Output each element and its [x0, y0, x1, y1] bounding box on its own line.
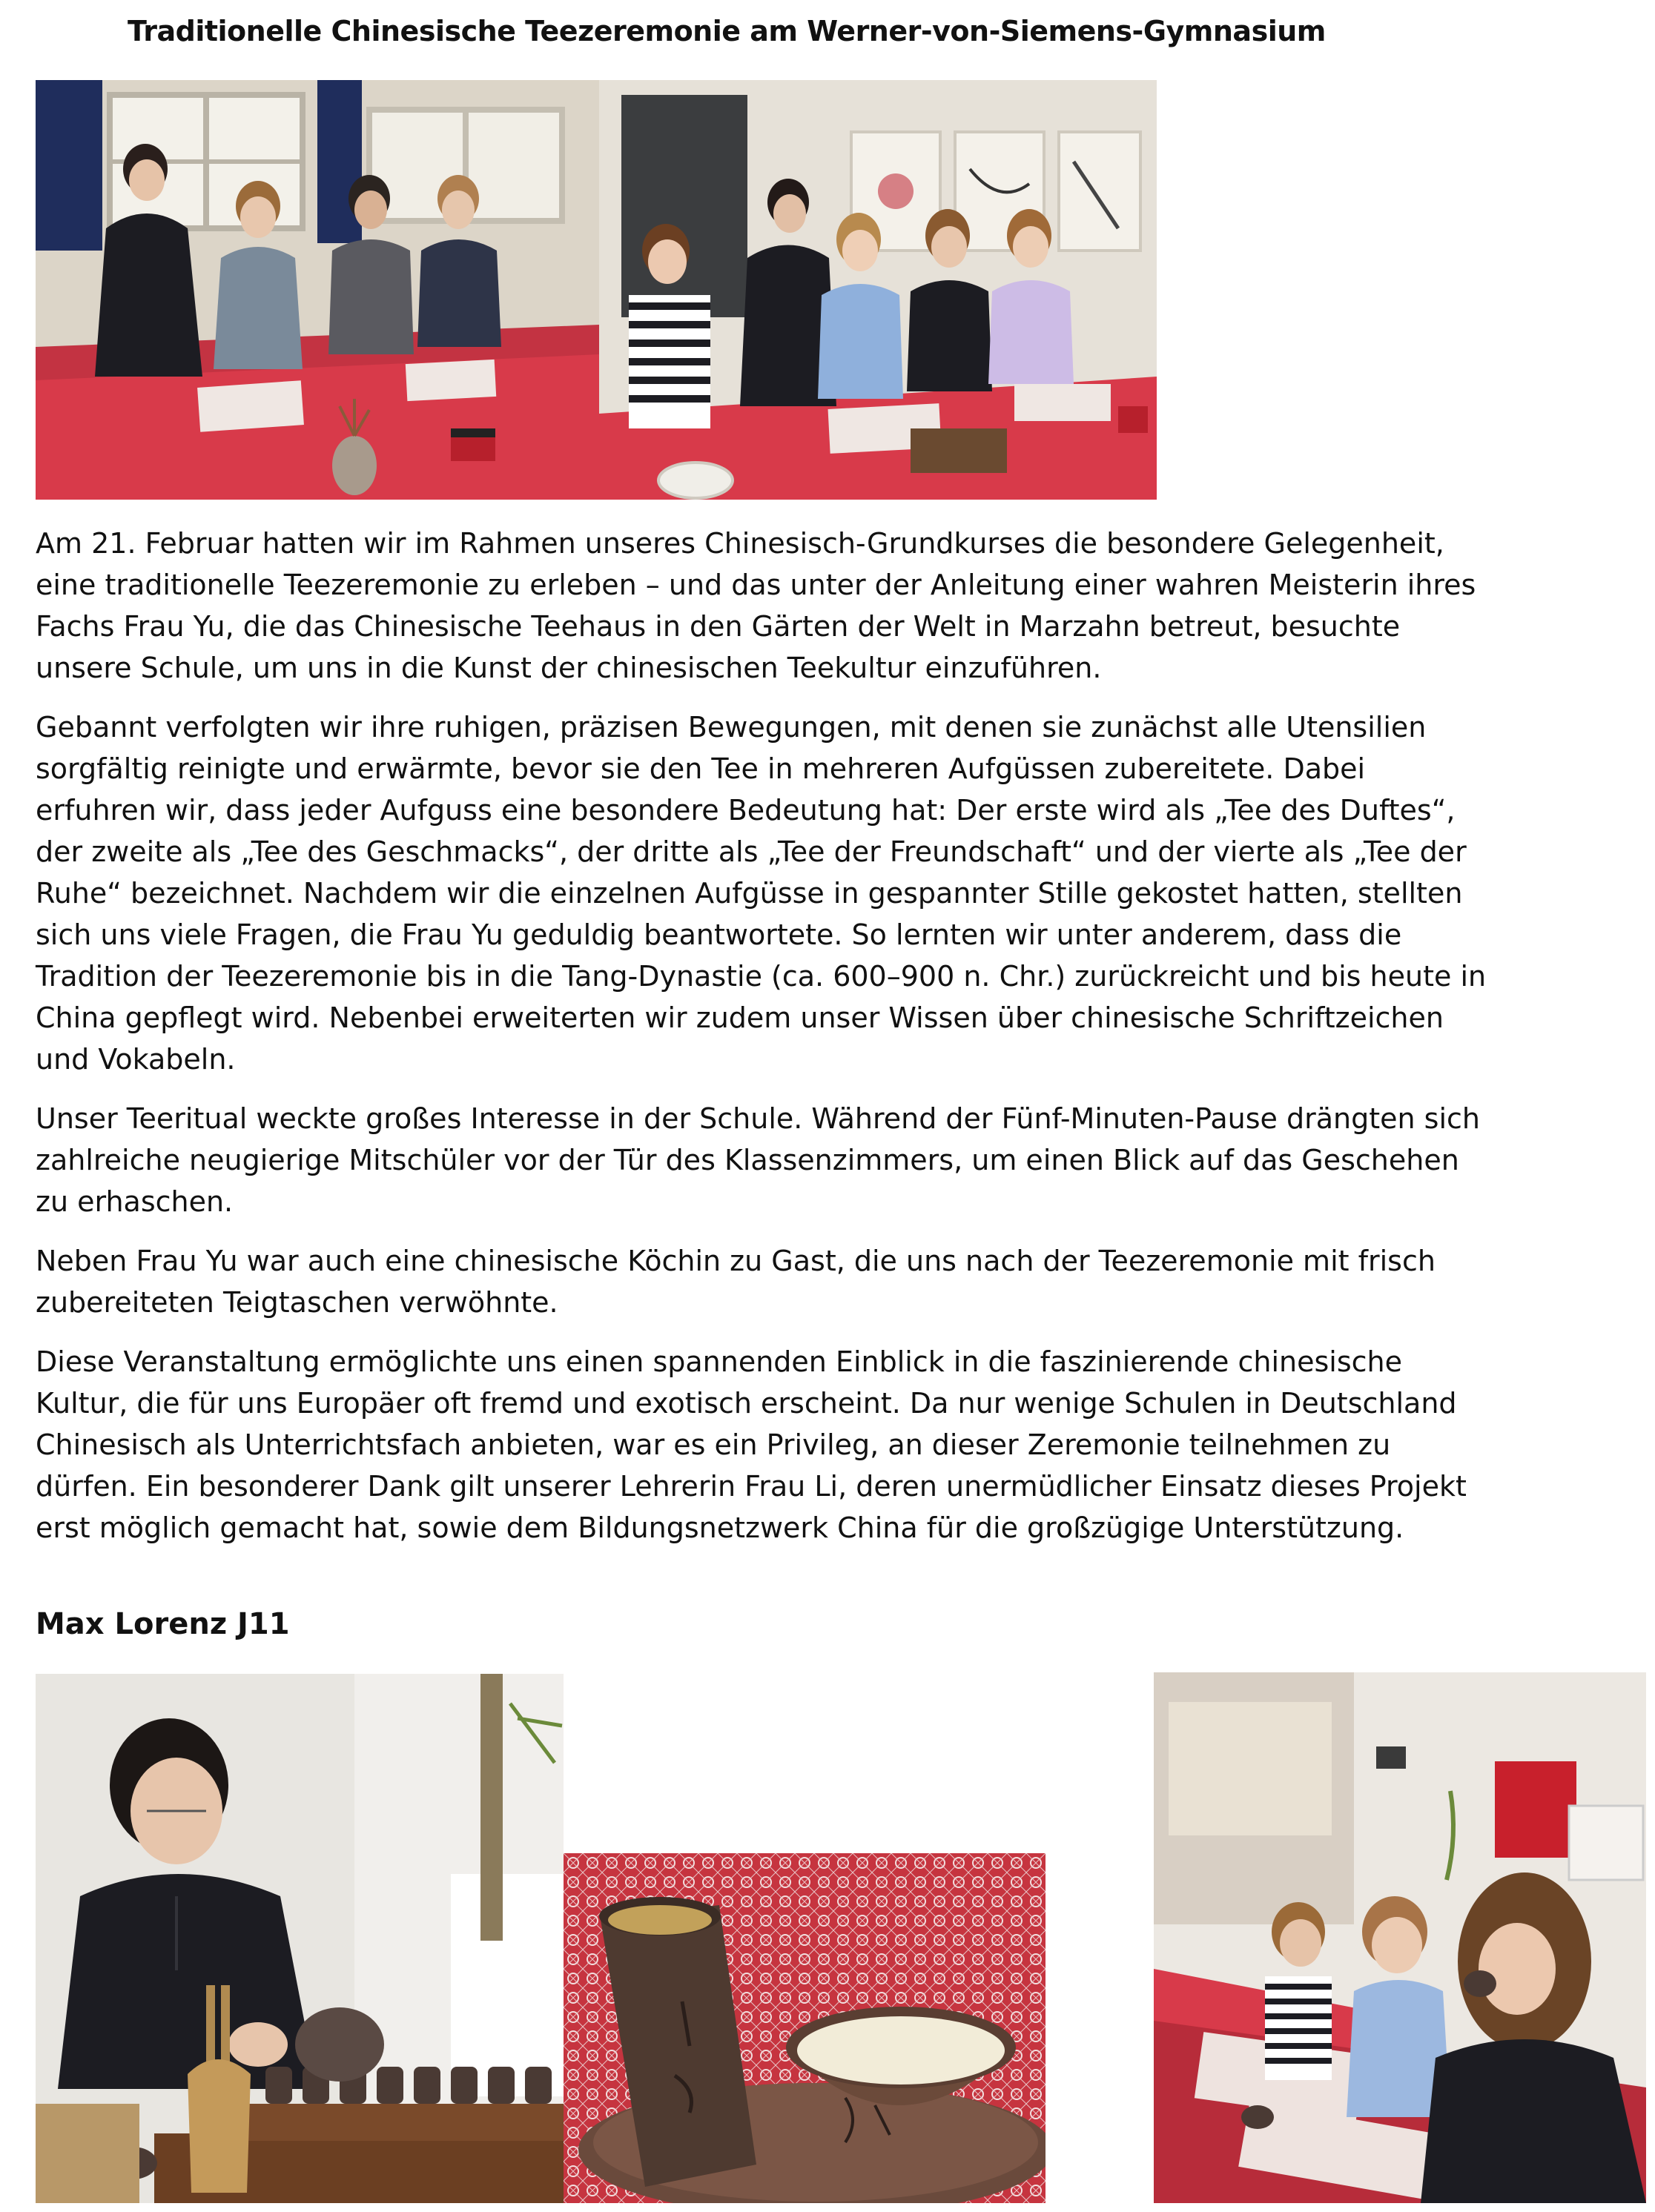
article-author: Max Lorenz J11: [36, 1607, 290, 1641]
photo-students-left: [36, 80, 599, 500]
photo-tea-cups: [564, 1853, 1045, 2203]
photo-students-right: [599, 80, 1157, 500]
article-paragraph-3: Unser Teeritual weckte großes Interesse in der Schule. Während der Fünf-Minuten-Pause drängten sich zahlreiche neugierige Mitschüler vor der Tür des Klassenzimmers, um einen Blick auf das Geschehen zu erhaschen.: [36, 1102, 1480, 1218]
article-body: [36, 523, 1489, 1566]
article-title: Traditionelle Chinesische Teezeremonie am Werner-von-Siemens-Gymnasium: [128, 15, 1326, 47]
article-paragraph-5: Diese Veranstaltung ermöglichte uns einen spannenden Einblick in die faszinierende chinesische Kultur, die für uns Europäer oft fremd und exotisch erscheint. Da nur wenige Schulen in Deutschland Chinesisch als Unterrichtsfach anbieten, war es ein Privileg, an dieser Zeremonie teilnehmen zu dürfen. Ein besonderer Dank gilt unserer Lehrerin Frau Li, deren unermüdlicher Einsatz dieses Projekt erst möglich gemacht hat, sowie dem Bildungsnetzwerk China für die großzügige Unterstützung.: [36, 1345, 1467, 1544]
photo-girls-smelling: [1154, 1672, 1646, 2203]
article-paragraph-1: Am 21. Februar hatten wir im Rahmen unseres Chinesisch-Grundkurses die besondere Gelegenheit, eine traditionelle Teezeremonie zu erleben – und das unter der Anleitung einer wahren Meisterin ihres Fachs Frau Yu, die das Chinesische Teehaus in den Gärten der Welt in Marzahn betreut, besuchte unsere Schule, um uns in die Kunst der chinesischen Teekultur einzuführen.: [36, 527, 1476, 684]
article-paragraph-4: Neben Frau Yu war auch eine chinesische Köchin zu Gast, die uns nach der Teezeremonie mit frisch zubereiteten Teigtaschen verwöhnte.: [36, 1245, 1436, 1319]
photo-tea-master: [36, 1674, 564, 2203]
article-paragraph-2: Gebannt verfolgten wir ihre ruhigen, präzisen Bewegungen, mit denen sie zunächst alle Utensilien sorgfältig reinigte und erwärmte, bevor sie den Tee in mehreren Aufgüssen zubereitete. Dabei erfuhren wir, dass jeder Aufguss eine besondere Bedeutung hat: Der erste wird als „Tee des Duftes“, der zweite als „Tee des Geschmacks“, der dritte als „Tee der Freundschaft“ und der vierte als „Tee der Ruhe“ bezeichnet. Nachdem wir die einzelnen Aufgüsse in gespannter Stille gekostet hatten, stellten sich uns viele Fragen, die Frau Yu geduldig beantwortete. So lernten wir unter anderem, dass die Tradition der Teezeremonie bis in die Tang-Dynastie (ca. 600–900 n. Chr.) zurückreicht und bis heute in China gepflegt wird. Nebenbei erweiterten wir zudem unser Wissen über chinesische Schriftzeichen und Vokabeln.: [36, 711, 1487, 1076]
